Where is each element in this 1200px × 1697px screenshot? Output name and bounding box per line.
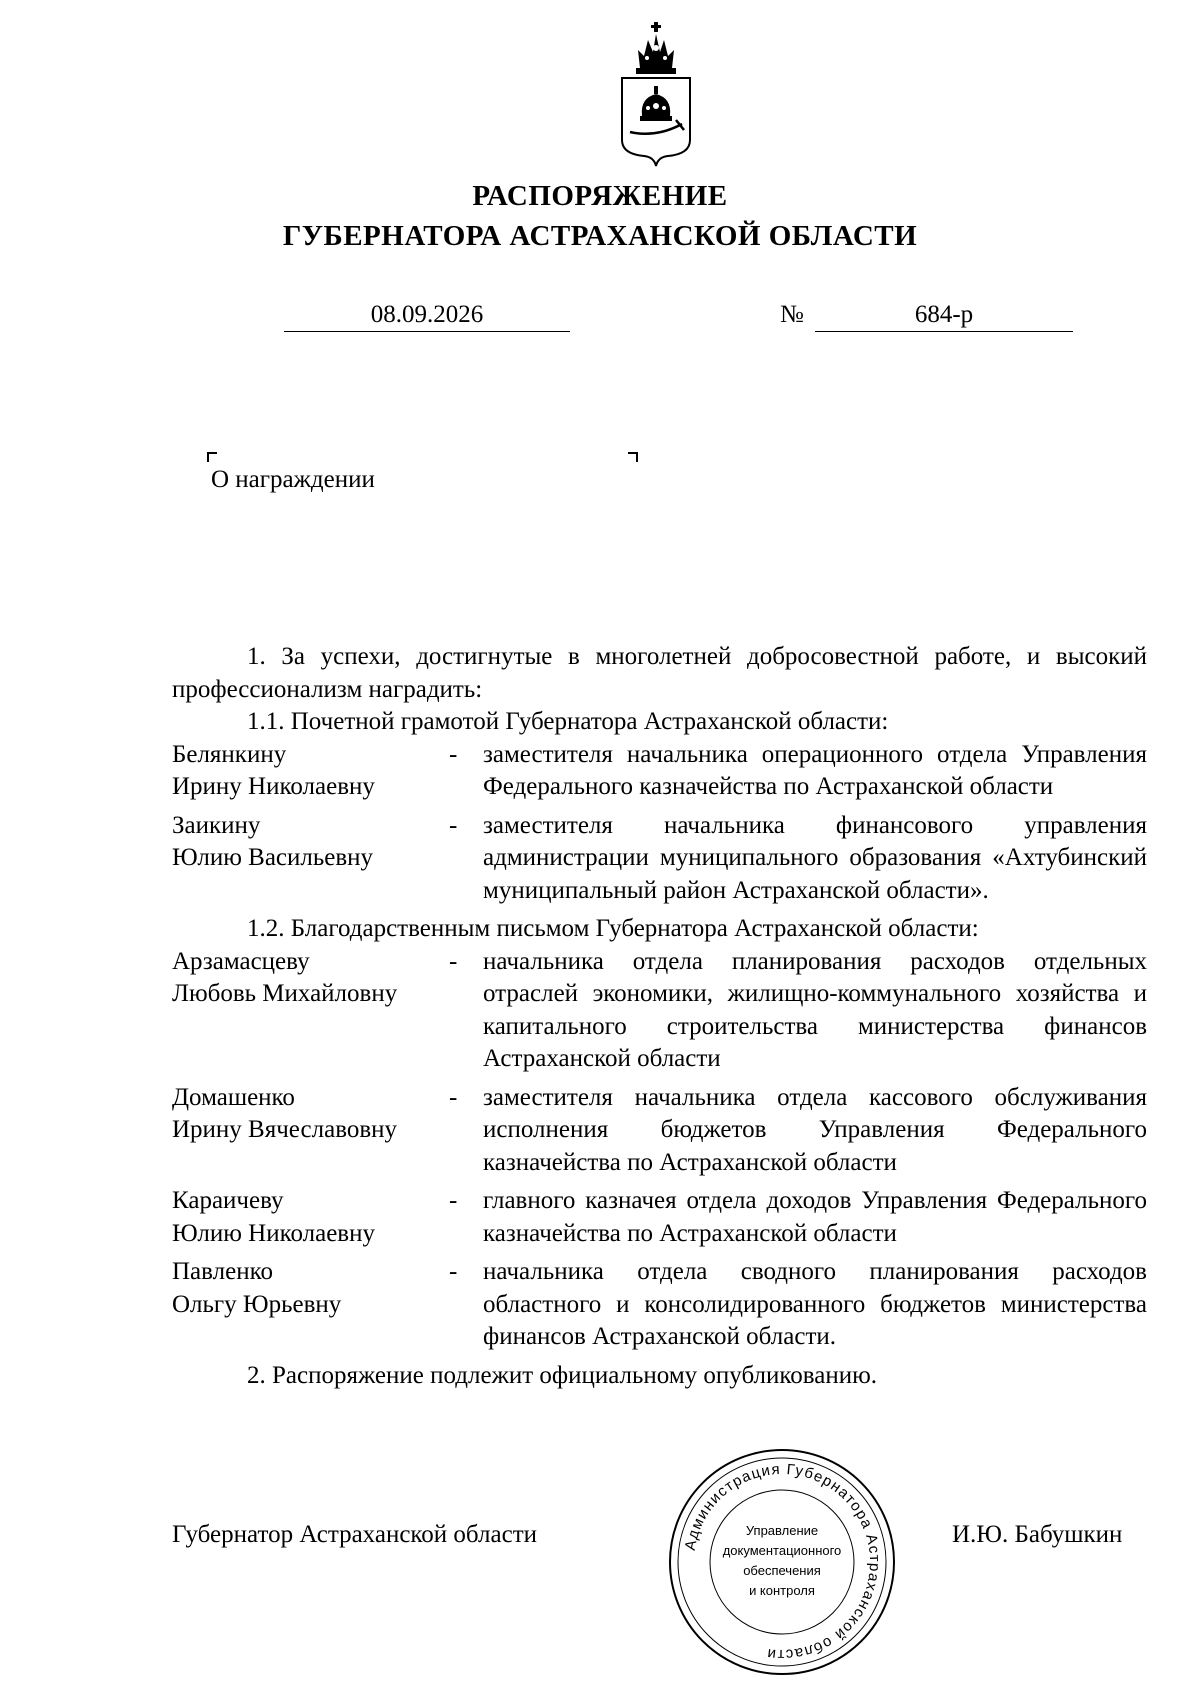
paragraph-1: 1. За успехи, достигнутые в многолетней добросовестной работе, и высокий профессионализм наградить: bbox=[172, 643, 1147, 703]
awardee-row bbox=[172, 946, 1147, 1076]
awardee-position: начальника отдела планирования расходов отдельных отраслей экономики, жилищно-коммунального хозяйства и капитального строительства министерства финансов Астраханской области bbox=[483, 947, 1147, 1072]
signer-title: Губернатор Астраханской области bbox=[172, 1521, 538, 1548]
awardee-given-name: Ирину Вячеславовну bbox=[172, 1116, 398, 1143]
subject-corner-right bbox=[628, 452, 638, 462]
awardee-position: начальника отдела сводного планирования расходов областного и консолидированного бюджетов министерства финансов Астраханской области. bbox=[483, 1258, 1147, 1350]
document-type-title: РАСПОРЯЖЕНИЕ bbox=[472, 180, 728, 212]
awardee-dash: - bbox=[449, 1083, 458, 1111]
issuer-title: ГУБЕРНАТОРА АСТРАХАНСКОЙ ОБЛАСТИ bbox=[282, 220, 918, 252]
awardee-surname: Белянкину bbox=[172, 740, 287, 768]
document-body bbox=[172, 641, 1147, 1392]
awardee-row bbox=[172, 810, 1147, 908]
signer-name: И.Ю. Бабушкин bbox=[952, 1521, 1123, 1548]
awardee-dash: - bbox=[449, 740, 458, 768]
awardee-given-name: Юлию Николаевну bbox=[172, 1219, 375, 1247]
stamp-inner-line: и контроля bbox=[749, 1583, 815, 1598]
official-stamp bbox=[667, 1447, 897, 1677]
awardee-surname: Домашенко bbox=[172, 1083, 295, 1111]
document-number: 684-р bbox=[815, 300, 1073, 332]
subject-corner-left bbox=[207, 452, 217, 462]
awardee-given-name: Ольгу Юрьевну bbox=[172, 1290, 342, 1318]
paragraph-2: 2. Распоряжение подлежит официальному опубликованию. bbox=[247, 1361, 878, 1389]
awardee-dash: - bbox=[449, 1258, 458, 1285]
coat-of-arms-icon bbox=[616, 20, 698, 170]
awardee-position: заместителя начальника отдела кассового обслуживания исполнения бюджетов Управления Федерального казначейства по Астраханской области bbox=[483, 1083, 1147, 1176]
awardee-surname: Арзамасцеву bbox=[172, 947, 310, 975]
section-1-1-heading: 1.1. Почетной грамотой Губернатора Астраханской области: bbox=[247, 708, 889, 735]
stamp-inner-line: документационного bbox=[722, 1543, 842, 1558]
document-date: 08.09.2026 bbox=[284, 300, 570, 332]
stamp-outer-text: Администрация Губернатора Астраханской области bbox=[681, 1460, 884, 1664]
awardee-row bbox=[172, 1185, 1147, 1250]
awardee-position: заместителя начальника финансового управления администрации муниципального образования «Ахтубинский муниципальный район Астраханской области». bbox=[483, 811, 1147, 904]
awardee-surname: Караичеву bbox=[172, 1187, 284, 1214]
awardee-given-name: Юлию Васильевну bbox=[172, 844, 374, 871]
awardee-row bbox=[172, 1256, 1147, 1354]
awardee-dash: - bbox=[449, 1187, 458, 1214]
stamp-inner-line: Управление bbox=[745, 1523, 819, 1538]
section-1-2-heading: 1.2. Благодарственным письмом Губернатора Астраханской области: bbox=[247, 915, 979, 942]
number-sign: № bbox=[780, 301, 804, 328]
awardee-position: главного казначея отдела доходов Управления Федерального казначейства по Астраханской области bbox=[483, 1187, 1147, 1247]
awardee-given-name: Ирину Николаевну bbox=[172, 773, 375, 800]
awardee-given-name: Любовь Михайловну bbox=[172, 980, 398, 1007]
awardee-position: заместителя начальника операционного отдела Управления Федерального казначейства по Астраханской области bbox=[483, 740, 1147, 800]
awardee-row bbox=[172, 739, 1147, 804]
awardee-dash: - bbox=[449, 811, 458, 839]
awardee-row bbox=[172, 1082, 1147, 1180]
stamp-inner-line: обеспечения bbox=[743, 1563, 821, 1578]
awardee-surname: Павленко bbox=[172, 1258, 273, 1285]
awardee-dash: - bbox=[449, 947, 458, 975]
awardee-surname: Заикину bbox=[172, 811, 261, 839]
document-subject: О награждении bbox=[211, 466, 375, 493]
